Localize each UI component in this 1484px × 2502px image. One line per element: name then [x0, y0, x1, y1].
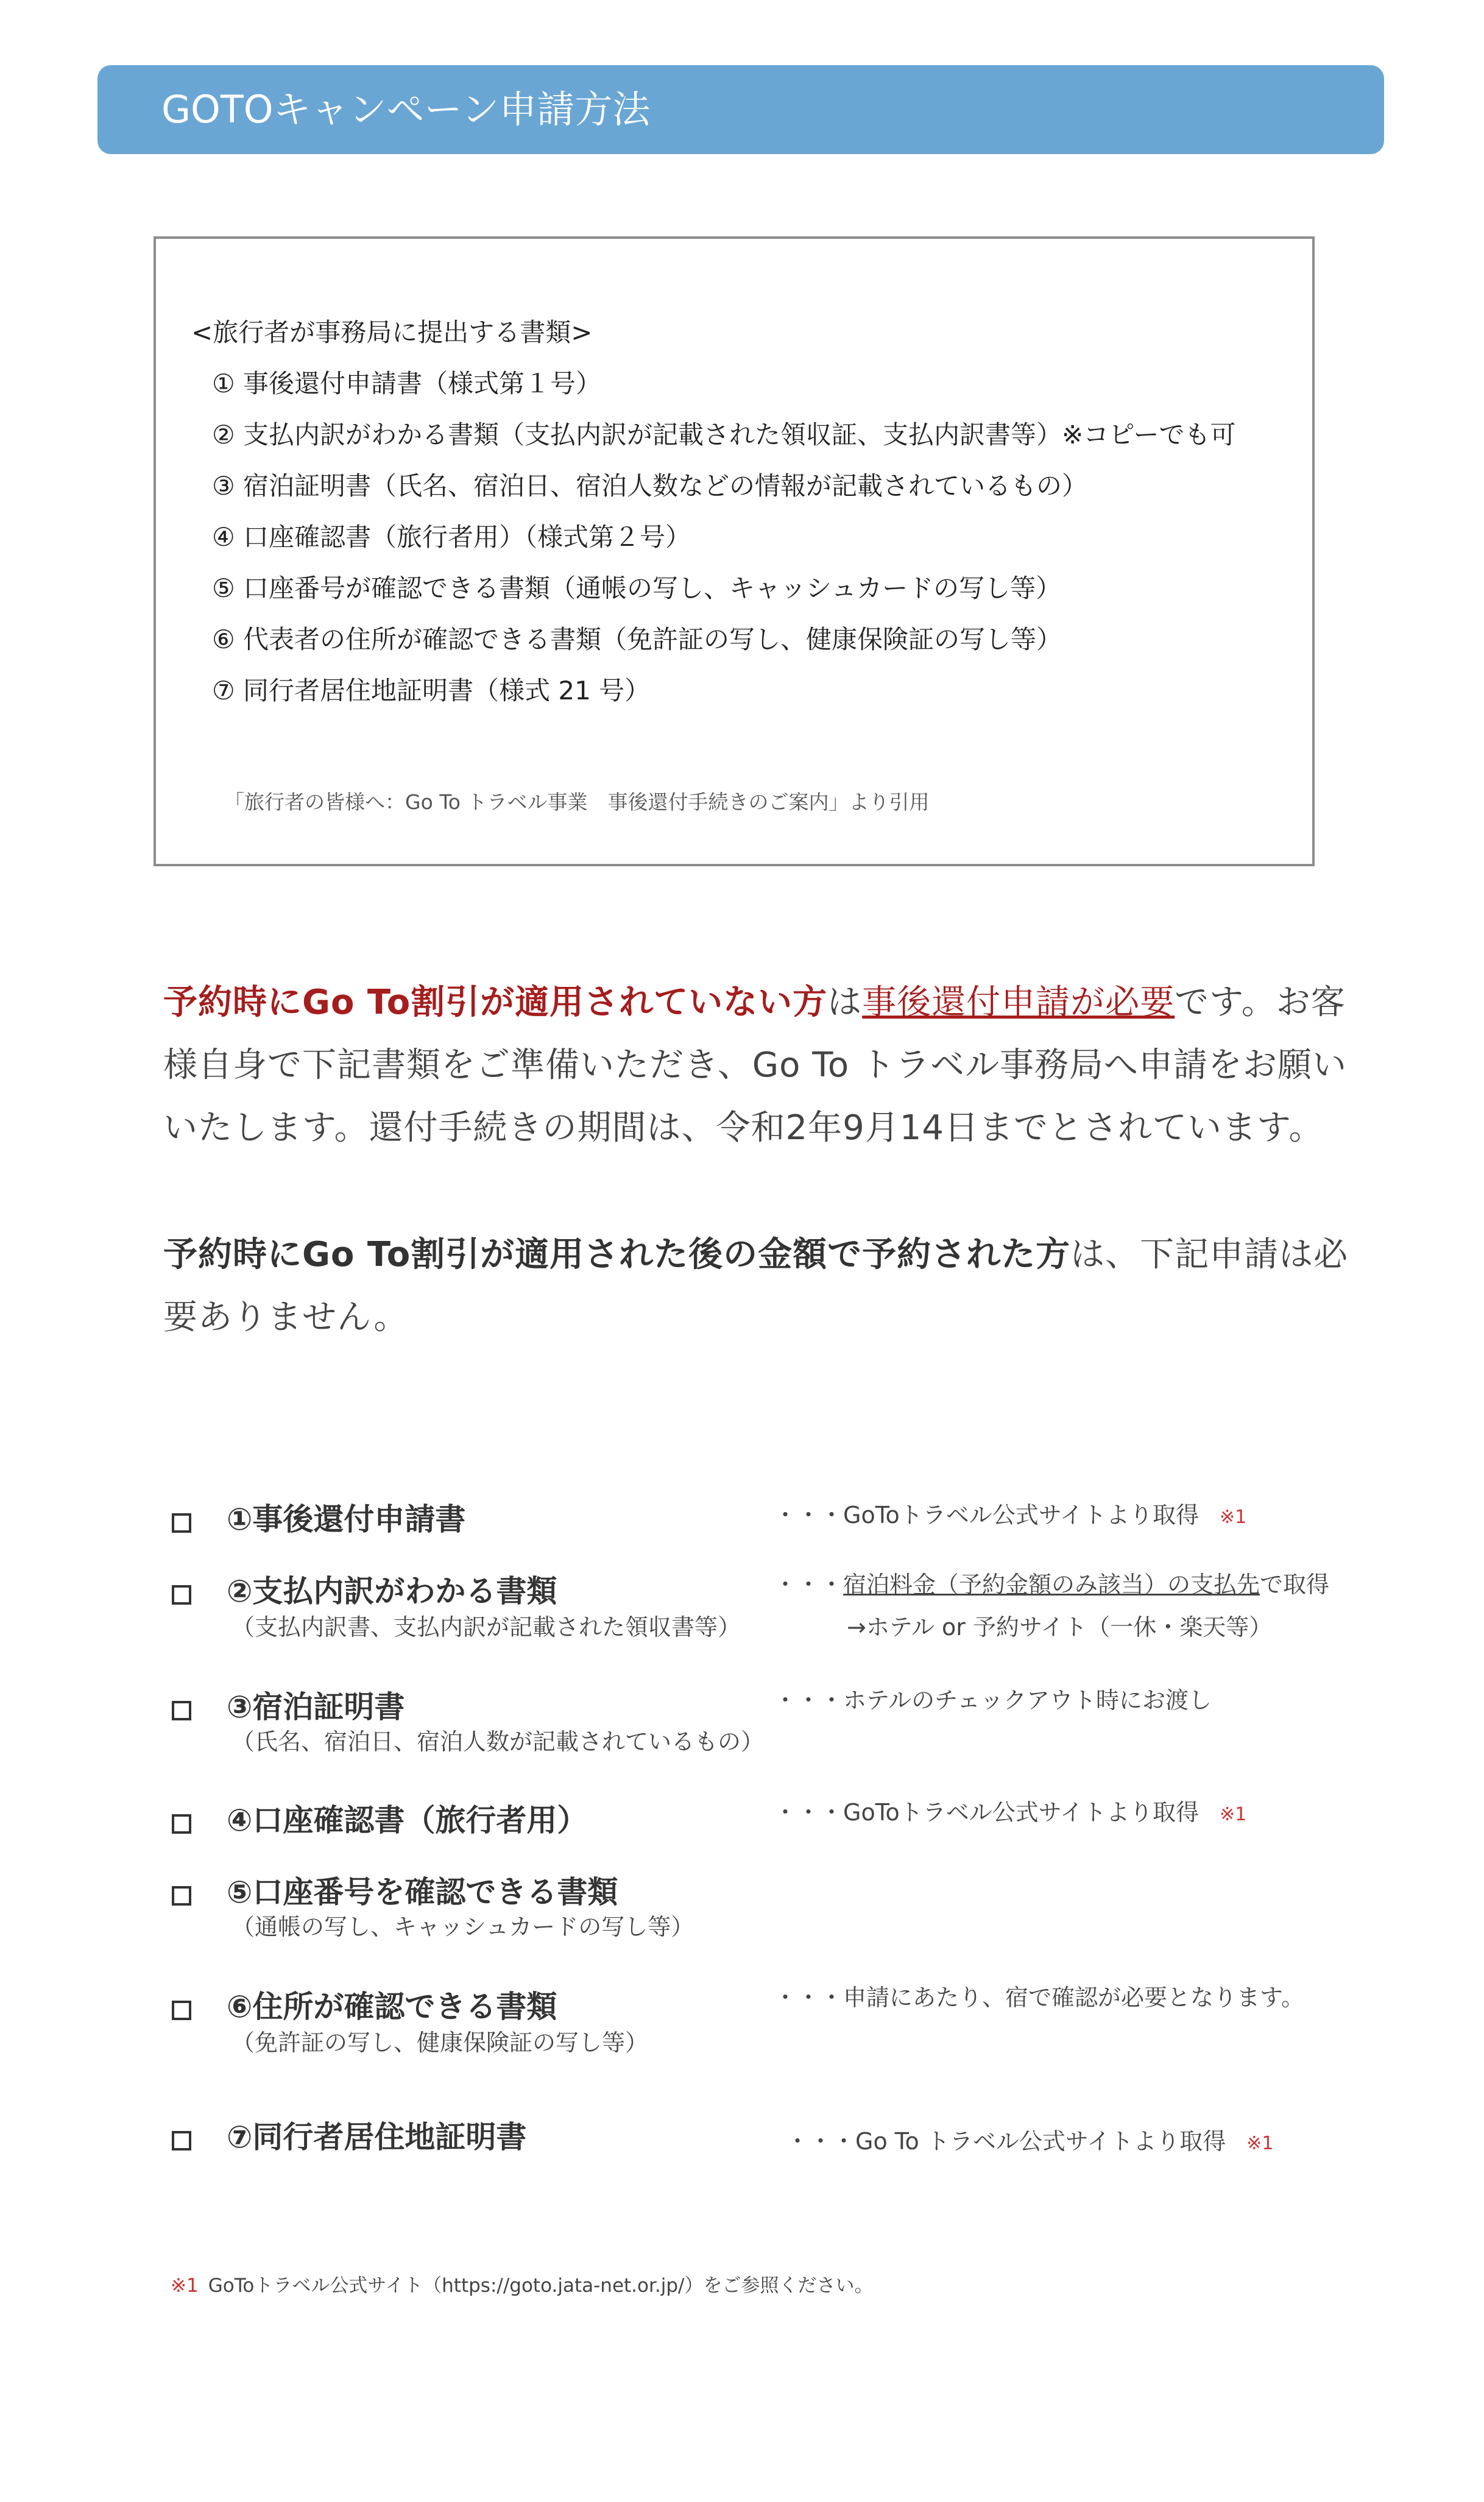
intro-body: です。お客様自身で下記書類をご準備いただき、Go To トラベル事務局へ申請をお願いいたします。還付手続きの期間は、令和2年9月14日までとされています。: [163, 983, 1347, 1148]
item-source: [786, 2125, 1273, 2160]
footnote-text: GoToトラベル公式サイト（https://goto.jata-net.or.jp/）をご参照ください。: [208, 2275, 874, 2297]
item-subtitle: （免許証の写し、健康保険証の写し等）: [231, 2029, 649, 2056]
item-title: ⑤口座番号を確認できる書類: [227, 1875, 618, 1910]
footnote: [171, 2271, 873, 2300]
item-subtitle: （通帳の写し、キャッシュカードの写し等）: [231, 1914, 694, 1940]
checkbox[interactable]: [172, 1701, 191, 1720]
quoted-documents-box: [154, 236, 1315, 866]
footnote-mark: ※1: [171, 2275, 199, 2297]
intro-particle: は: [827, 983, 863, 1022]
quote-item: ⑦ 同行者居住地証明書（様式 21 号）: [212, 676, 651, 705]
intro-refund-required: 事後還付申請が必要: [862, 983, 1175, 1022]
note-mark: ※1: [1220, 1507, 1247, 1528]
item-title: ⑦同行者居住地証明書: [227, 2119, 527, 2155]
item-source-prefix: ・・・: [774, 1571, 844, 1598]
intro-highlight-applied: 予約時にGo To割引が適用された後の金額で予約された方: [163, 1235, 1071, 1274]
quote-item: ⑥ 代表者の住所が確認できる書類（免許証の写し、健康保険証の写し等）: [212, 624, 1062, 654]
quote-item: ② 支払内訳がわかる書類（支払内訳が記載された領収証、支払内訳書等）※コピーでも可: [212, 420, 1236, 450]
item-source-text: ・・・Go To トラベル公式サイトより取得: [786, 2128, 1226, 2155]
quote-citation: 「旅行者の皆様へ：Go To トラベル事業 事後還付手続きのご案内」より引用: [224, 790, 930, 814]
item-source-underlined: 宿泊料金（予約金額のみ該当）の支払先: [843, 1571, 1260, 1598]
item-title: ③宿泊証明書: [227, 1689, 405, 1725]
quote-item: ① 事後還付申請書（様式第１号）: [212, 369, 602, 398]
item-subtitle: （支払内訳書、支払内訳が記載された領収書等）: [231, 1614, 741, 1641]
checkbox[interactable]: [172, 1585, 191, 1605]
quote-item: ⑤ 口座番号が確認できる書類（通帳の写し、キャッシュカードの写し等）: [212, 573, 1062, 603]
item-source-suffix: で取得: [1260, 1571, 1330, 1598]
intro-paragraph-no-application: [163, 1223, 1357, 1349]
item-title: ①事後還付申請書: [227, 1502, 466, 1537]
checkbox[interactable]: [172, 2131, 191, 2150]
checkbox[interactable]: [172, 1513, 191, 1533]
item-subtitle: （氏名、宿泊日、宿泊人数が記載されているもの）: [231, 1728, 765, 1755]
item-source-text: ・・・GoToトラベル公式サイトより取得: [774, 1799, 1200, 1826]
header-bar: [97, 65, 1384, 154]
page-title: GOTOキャンペーン申請方法: [161, 87, 651, 132]
item-source: [774, 1796, 1246, 1831]
intro-highlight-not-applied: 予約時にGo To割引が適用されていない方: [163, 983, 828, 1022]
checkbox[interactable]: [172, 1814, 191, 1834]
quote-heading: <旅行者が事務局に提出する書類>: [191, 317, 593, 347]
item-source: [774, 1499, 1246, 1534]
item-source-text: ・・・GoToトラベル公式サイトより取得: [774, 1502, 1200, 1528]
item-source-detail: →ホテル or 予約サイト（一休・楽天等）: [847, 1614, 1273, 1641]
item-title: ⑥住所が確認できる書類: [227, 1989, 557, 2024]
quote-item: ④ 口座確認書（旅行者用）（様式第２号）: [212, 522, 691, 552]
item-title: ④口座確認書（旅行者用）: [227, 1803, 588, 1838]
intro-paragraph-refund-required: [163, 971, 1357, 1159]
item-source: [774, 1568, 1329, 1601]
item-title: ②支払内訳がわかる書類: [227, 1574, 557, 1609]
note-mark: ※1: [1220, 1804, 1247, 1825]
note-mark: ※1: [1246, 2133, 1274, 2154]
item-source: ・・・ホテルのチェックアウト時にお渡し: [774, 1687, 1212, 1714]
item-source: ・・・申請にあたり、宿で確認が必要となります。: [774, 1984, 1304, 2011]
checkbox[interactable]: [172, 1886, 191, 1906]
quote-item: ③ 宿泊証明書（氏名、宿泊日、宿泊人数などの情報が記載されているもの）: [212, 471, 1088, 501]
intro-body-2: は、下記申請は必要ありません。: [163, 1235, 1349, 1337]
checkbox[interactable]: [172, 2001, 191, 2020]
